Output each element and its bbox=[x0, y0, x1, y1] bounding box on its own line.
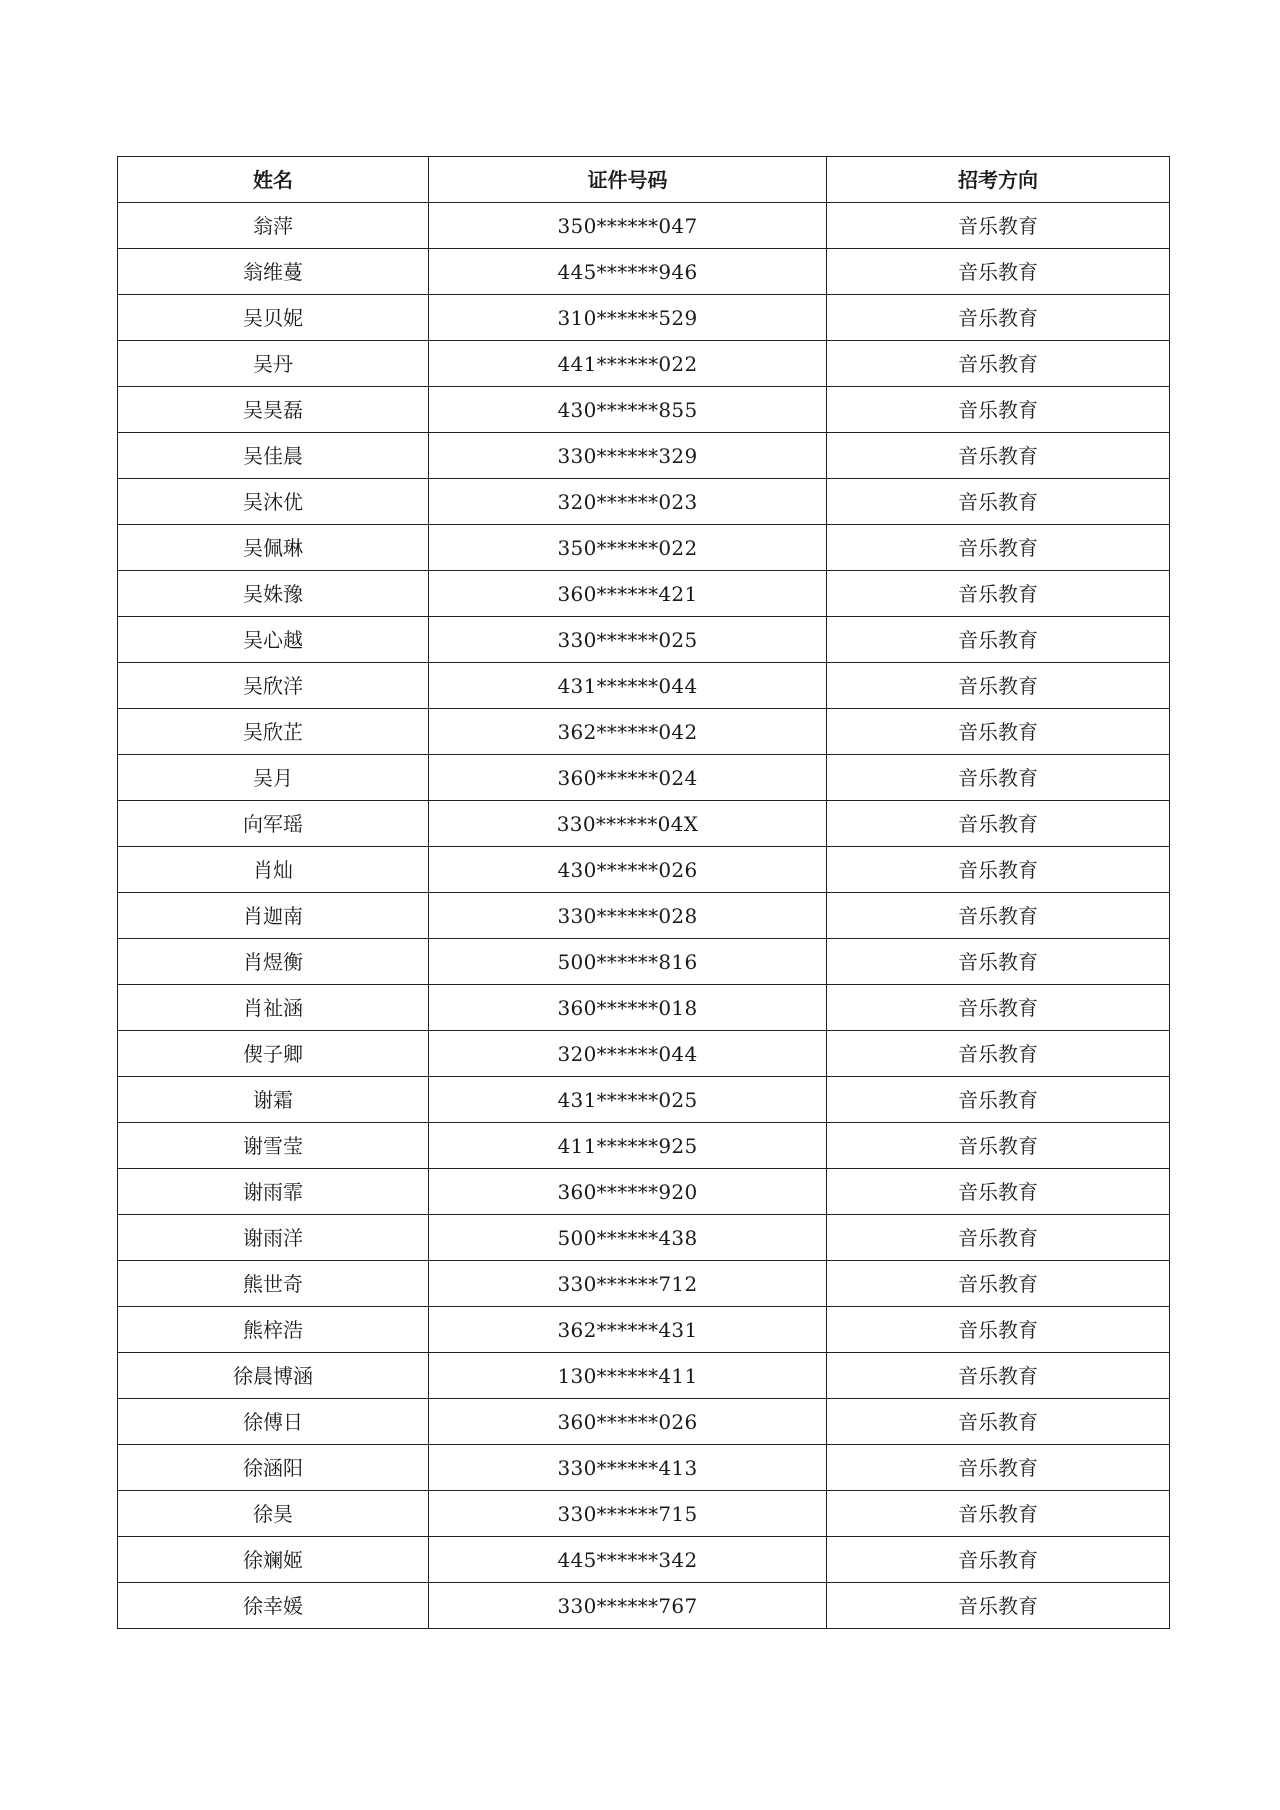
id-number-cell: 330******025 bbox=[429, 617, 827, 663]
name-cell: 吴欣洋 bbox=[118, 663, 429, 709]
direction-cell: 音乐教育 bbox=[827, 939, 1170, 985]
table-row bbox=[118, 341, 1170, 387]
header-direction: 招考方向 bbox=[827, 157, 1170, 203]
name-cell: 谢雪莹 bbox=[118, 1123, 429, 1169]
table-row bbox=[118, 1077, 1170, 1123]
id-number-cell: 441******022 bbox=[429, 341, 827, 387]
table-row bbox=[118, 433, 1170, 479]
table-row bbox=[118, 525, 1170, 571]
direction-cell: 音乐教育 bbox=[827, 755, 1170, 801]
id-number-cell: 431******025 bbox=[429, 1077, 827, 1123]
name-cell: 谢雨霏 bbox=[118, 1169, 429, 1215]
table-row bbox=[118, 893, 1170, 939]
direction-cell: 音乐教育 bbox=[827, 525, 1170, 571]
direction-cell: 音乐教育 bbox=[827, 1583, 1170, 1629]
name-cell: 谢雨洋 bbox=[118, 1215, 429, 1261]
header-name: 姓名 bbox=[118, 157, 429, 203]
table-row bbox=[118, 203, 1170, 249]
direction-cell: 音乐教育 bbox=[827, 1307, 1170, 1353]
name-cell: 偰子卿 bbox=[118, 1031, 429, 1077]
table-header bbox=[118, 157, 1170, 203]
table-row bbox=[118, 387, 1170, 433]
name-cell: 吴佩琳 bbox=[118, 525, 429, 571]
name-cell: 吴姝豫 bbox=[118, 571, 429, 617]
table-row bbox=[118, 1215, 1170, 1261]
direction-cell: 音乐教育 bbox=[827, 985, 1170, 1031]
id-number-cell: 500******816 bbox=[429, 939, 827, 985]
id-number-cell: 130******411 bbox=[429, 1353, 827, 1399]
table-row bbox=[118, 1537, 1170, 1583]
name-cell: 吴沐优 bbox=[118, 479, 429, 525]
direction-cell: 音乐教育 bbox=[827, 1445, 1170, 1491]
id-number-cell: 330******712 bbox=[429, 1261, 827, 1307]
name-cell: 谢霜 bbox=[118, 1077, 429, 1123]
table-row bbox=[118, 1353, 1170, 1399]
table-row bbox=[118, 1491, 1170, 1537]
direction-cell: 音乐教育 bbox=[827, 847, 1170, 893]
table-row bbox=[118, 295, 1170, 341]
id-number-cell: 431******044 bbox=[429, 663, 827, 709]
id-number-cell: 310******529 bbox=[429, 295, 827, 341]
name-cell: 吴佳晨 bbox=[118, 433, 429, 479]
name-cell: 肖迦南 bbox=[118, 893, 429, 939]
direction-cell: 音乐教育 bbox=[827, 295, 1170, 341]
direction-cell: 音乐教育 bbox=[827, 249, 1170, 295]
direction-cell: 音乐教育 bbox=[827, 1031, 1170, 1077]
name-cell: 翁维蔓 bbox=[118, 249, 429, 295]
id-number-cell: 445******946 bbox=[429, 249, 827, 295]
id-number-cell: 320******044 bbox=[429, 1031, 827, 1077]
direction-cell: 音乐教育 bbox=[827, 1123, 1170, 1169]
table-row bbox=[118, 939, 1170, 985]
table-row bbox=[118, 801, 1170, 847]
id-number-cell: 430******855 bbox=[429, 387, 827, 433]
table-row bbox=[118, 249, 1170, 295]
direction-cell: 音乐教育 bbox=[827, 341, 1170, 387]
table-row bbox=[118, 1261, 1170, 1307]
direction-cell: 音乐教育 bbox=[827, 433, 1170, 479]
table-row bbox=[118, 1031, 1170, 1077]
table-row bbox=[118, 847, 1170, 893]
id-number-cell: 360******421 bbox=[429, 571, 827, 617]
direction-cell: 音乐教育 bbox=[827, 1491, 1170, 1537]
id-number-cell: 360******018 bbox=[429, 985, 827, 1031]
direction-cell: 音乐教育 bbox=[827, 1077, 1170, 1123]
name-cell: 徐昊 bbox=[118, 1491, 429, 1537]
direction-cell: 音乐教育 bbox=[827, 801, 1170, 847]
table-row bbox=[118, 1445, 1170, 1491]
table-row bbox=[118, 1123, 1170, 1169]
id-number-cell: 350******047 bbox=[429, 203, 827, 249]
table-row bbox=[118, 985, 1170, 1031]
table-row bbox=[118, 571, 1170, 617]
table-row bbox=[118, 1583, 1170, 1629]
id-number-cell: 330******767 bbox=[429, 1583, 827, 1629]
id-number-cell: 330******028 bbox=[429, 893, 827, 939]
table-row bbox=[118, 709, 1170, 755]
name-cell: 熊梓浩 bbox=[118, 1307, 429, 1353]
name-cell: 吴昊磊 bbox=[118, 387, 429, 433]
name-cell: 吴丹 bbox=[118, 341, 429, 387]
table-row bbox=[118, 755, 1170, 801]
id-number-cell: 360******920 bbox=[429, 1169, 827, 1215]
table-row bbox=[118, 1399, 1170, 1445]
direction-cell: 音乐教育 bbox=[827, 1353, 1170, 1399]
direction-cell: 音乐教育 bbox=[827, 479, 1170, 525]
table-row bbox=[118, 479, 1170, 525]
header-id-number: 证件号码 bbox=[429, 157, 827, 203]
name-cell: 肖灿 bbox=[118, 847, 429, 893]
name-cell: 徐傅日 bbox=[118, 1399, 429, 1445]
direction-cell: 音乐教育 bbox=[827, 893, 1170, 939]
id-number-cell: 445******342 bbox=[429, 1537, 827, 1583]
direction-cell: 音乐教育 bbox=[827, 571, 1170, 617]
name-cell: 向军瑶 bbox=[118, 801, 429, 847]
table-row bbox=[118, 617, 1170, 663]
direction-cell: 音乐教育 bbox=[827, 1215, 1170, 1261]
id-number-cell: 362******431 bbox=[429, 1307, 827, 1353]
id-number-cell: 330******413 bbox=[429, 1445, 827, 1491]
header-row bbox=[118, 157, 1170, 203]
name-cell: 熊世奇 bbox=[118, 1261, 429, 1307]
table-row bbox=[118, 1169, 1170, 1215]
id-number-cell: 320******023 bbox=[429, 479, 827, 525]
direction-cell: 音乐教育 bbox=[827, 1169, 1170, 1215]
table-row bbox=[118, 1307, 1170, 1353]
direction-cell: 音乐教育 bbox=[827, 1399, 1170, 1445]
direction-cell: 音乐教育 bbox=[827, 1537, 1170, 1583]
name-cell: 徐幸媛 bbox=[118, 1583, 429, 1629]
name-cell: 吴贝妮 bbox=[118, 295, 429, 341]
id-number-cell: 500******438 bbox=[429, 1215, 827, 1261]
direction-cell: 音乐教育 bbox=[827, 1261, 1170, 1307]
id-number-cell: 330******329 bbox=[429, 433, 827, 479]
direction-cell: 音乐教育 bbox=[827, 709, 1170, 755]
name-cell: 吴月 bbox=[118, 755, 429, 801]
id-number-cell: 330******715 bbox=[429, 1491, 827, 1537]
name-cell: 徐晨博涵 bbox=[118, 1353, 429, 1399]
table-body bbox=[118, 203, 1170, 1629]
id-number-cell: 360******024 bbox=[429, 755, 827, 801]
id-number-cell: 360******026 bbox=[429, 1399, 827, 1445]
id-number-cell: 330******04X bbox=[429, 801, 827, 847]
id-number-cell: 411******925 bbox=[429, 1123, 827, 1169]
id-number-cell: 430******026 bbox=[429, 847, 827, 893]
name-cell: 翁萍 bbox=[118, 203, 429, 249]
candidate-table bbox=[117, 156, 1170, 1629]
direction-cell: 音乐教育 bbox=[827, 617, 1170, 663]
name-cell: 吴心越 bbox=[118, 617, 429, 663]
table-row bbox=[118, 663, 1170, 709]
name-cell: 徐涵阳 bbox=[118, 1445, 429, 1491]
id-number-cell: 362******042 bbox=[429, 709, 827, 755]
direction-cell: 音乐教育 bbox=[827, 663, 1170, 709]
name-cell: 吴欣芷 bbox=[118, 709, 429, 755]
direction-cell: 音乐教育 bbox=[827, 203, 1170, 249]
name-cell: 肖煜衡 bbox=[118, 939, 429, 985]
id-number-cell: 350******022 bbox=[429, 525, 827, 571]
direction-cell: 音乐教育 bbox=[827, 387, 1170, 433]
name-cell: 徐斓姬 bbox=[118, 1537, 429, 1583]
name-cell: 肖祉涵 bbox=[118, 985, 429, 1031]
